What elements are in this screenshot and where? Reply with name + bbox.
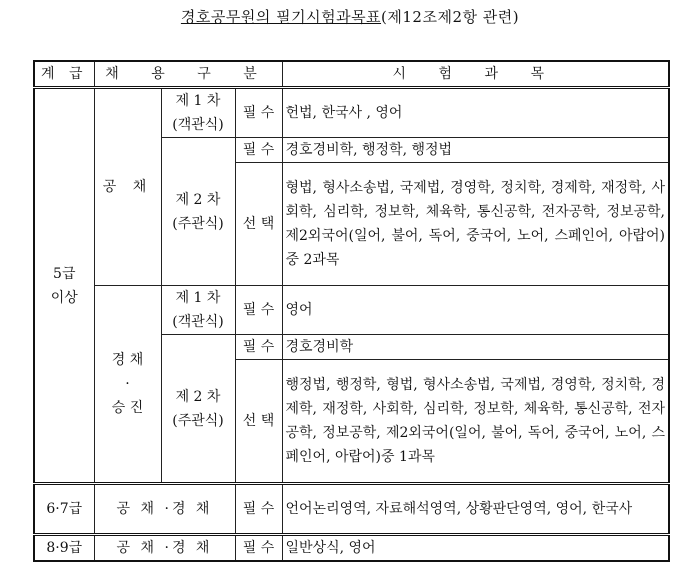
grade-8-9-label: 8·9급 bbox=[34, 535, 94, 562]
promotion-2nd-required-subjects: 경호경비학 bbox=[282, 335, 669, 360]
elective-label: 선 택 bbox=[235, 360, 282, 484]
grade-6-7-division: 공 채 ·경 채 bbox=[94, 484, 235, 535]
exam-1st-label: 제 1 차 bbox=[175, 93, 221, 109]
header-subjects: 시 험 과 목 bbox=[282, 61, 669, 88]
open-1st-required-subjects: 헌법, 한국사 , 영어 bbox=[282, 88, 669, 138]
required-label: 필 수 bbox=[235, 88, 282, 138]
grade-5-label-2: 이상 bbox=[50, 289, 78, 306]
exam-1st-type: (객관식) bbox=[172, 314, 224, 330]
title-main: 경호공무원의 필기시험과목표 bbox=[180, 8, 382, 26]
promotion-label-dot: · bbox=[125, 376, 130, 392]
table-row bbox=[34, 484, 669, 535]
exam-2nd-cell bbox=[161, 138, 235, 286]
grade-6-7-required-subjects: 언어논리영역, 자료해석영역, 상황판단영역, 영어, 한국사 bbox=[282, 484, 669, 535]
document-title bbox=[0, 6, 700, 27]
table-row bbox=[34, 286, 669, 335]
exam-1st-type: (객관식) bbox=[172, 117, 224, 133]
required-label: 필 수 bbox=[235, 535, 282, 562]
promotion-label-2: 승 진 bbox=[111, 400, 144, 416]
required-label: 필 수 bbox=[235, 286, 282, 335]
table-header-row bbox=[34, 61, 669, 88]
exam-subjects-table bbox=[33, 60, 670, 562]
exam-1st-label: 제 1 차 bbox=[175, 290, 221, 306]
exam-2nd-cell bbox=[161, 335, 235, 484]
grade-5-label: 5급 bbox=[53, 265, 76, 282]
table-row bbox=[34, 88, 669, 138]
header-division: 채 용 구 분 bbox=[94, 61, 282, 88]
grade-6-7-label: 6·7급 bbox=[34, 484, 94, 535]
required-label: 필 수 bbox=[235, 335, 282, 360]
elective-label: 선 택 bbox=[235, 163, 282, 286]
promotion-cell bbox=[94, 286, 161, 484]
exam-2nd-type: (주관식) bbox=[172, 215, 224, 232]
exam-2nd-type: (주관식) bbox=[172, 412, 224, 429]
promotion-1st-required-subjects: 영어 bbox=[282, 286, 669, 335]
grade-8-9-required-subjects: 일반상식, 영어 bbox=[282, 535, 669, 562]
title-reference: (제12조제2항 관련) bbox=[381, 8, 520, 26]
required-label: 필 수 bbox=[235, 138, 282, 163]
open-2nd-required-subjects: 경호경비학, 행정학, 행정법 bbox=[282, 138, 669, 163]
promotion-2nd-elective-subjects: 행정법, 행정학, 형법, 형사소송법, 국제법, 경영학, 정치학, 경제학, 재정학, 사회학, 심리학, 정보학, 체육학, 통신공학, 전자공학, 정보공학, 제2외국어(일어, 불어, 독어, 중국어, 노어, 스페인어, 아랍어)중 1과목 bbox=[282, 360, 669, 484]
exam-2nd-label: 제 2 차 bbox=[175, 388, 221, 405]
open-recruitment-cell: 공 채 bbox=[94, 88, 161, 286]
promotion-label-1: 경 채 bbox=[111, 352, 144, 368]
grade-8-9-division: 공 채 ·경 채 bbox=[94, 535, 235, 562]
required-label: 필 수 bbox=[235, 484, 282, 535]
grade-5-cell bbox=[34, 88, 94, 484]
exam-1st-cell bbox=[161, 88, 235, 138]
exam-2nd-label: 제 2 차 bbox=[175, 191, 221, 208]
exam-1st-cell bbox=[161, 286, 235, 335]
header-grade: 계 급 bbox=[34, 61, 94, 88]
table-row bbox=[34, 535, 669, 562]
open-2nd-elective-subjects: 형법, 형사소송법, 국제법, 경영학, 정치학, 경제학, 재정학, 사회학, 심리학, 정보학, 체육학, 통신공학, 전자공학, 정보공학, 제2외국어(일어, 불어, 독어, 중국어, 노어, 스페인어, 아랍어)중 2과목 bbox=[282, 163, 669, 286]
